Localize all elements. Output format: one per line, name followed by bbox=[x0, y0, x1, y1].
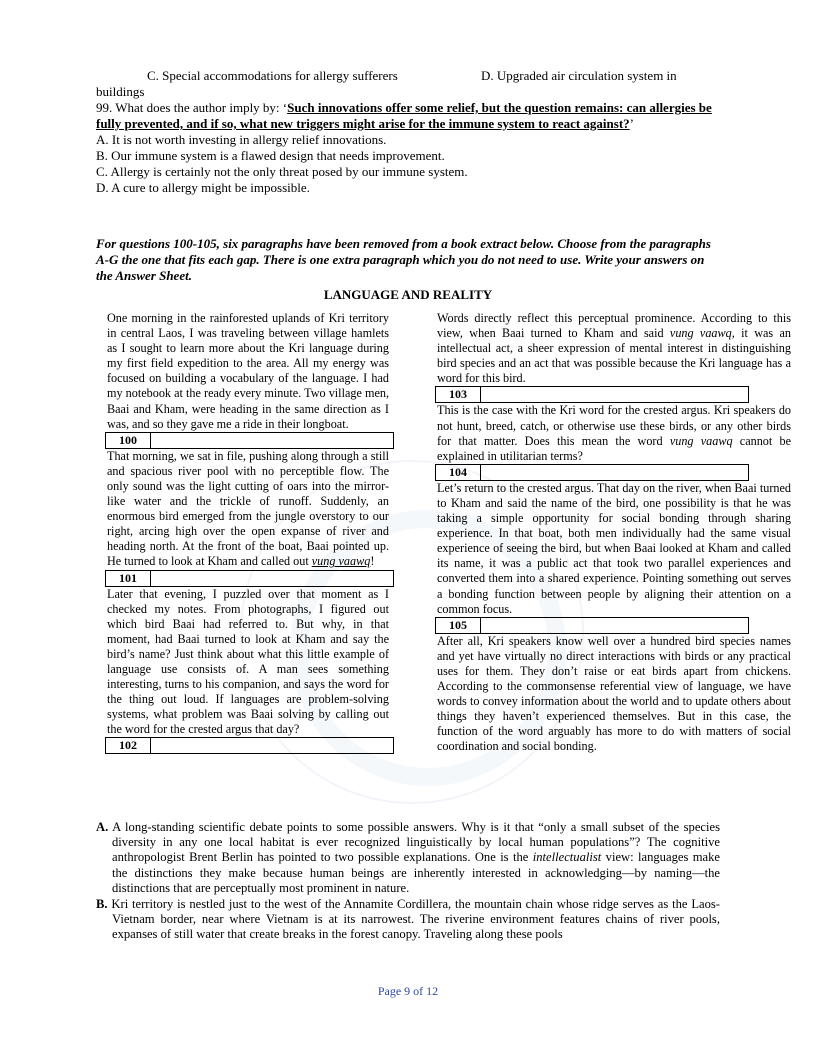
right-paragraph-4: After all, Kri speakers know well over a hundred bird species names and yet have virtually no direct interactions with birds or any practical uses for them. They don’t raise or eat birds apart from chickens. According to the commonsense referential view of language, we have words to convey information about the world and to update others about things they haven’t experienced themselves. But in this case, the function of the word arguably has more to do with matters of social coordination and social bonding. bbox=[437, 633, 791, 754]
passage-right-column bbox=[437, 311, 791, 754]
section-instructions: For questions 100-105, six paragraphs have been removed from a book extract below. Choose from the paragraphs A-G the one that fits each gap. There is one extra paragraph which you do not need to use. Write your answers on the Answer Sheet. bbox=[96, 236, 711, 283]
gap-number: 102 bbox=[106, 738, 151, 753]
gap-number: 104 bbox=[436, 465, 481, 480]
question-99-option-d: D. A cure to allergy might be impossible. bbox=[96, 180, 310, 195]
left-paragraph-3: Later that evening, I puzzled over that moment as I checked my notes. From photographs, I figured out which bird Baai had referred to. But why, in that moment, had Baai turned to look at Kham and say the bird’s name? Just think about what this little example of language use consists of. A man sees something interesting, turns to his companion, and says the word for the thing out loud. If languages are problem-solving systems, what problem was Baai solving by calling out the word for the crested argus that day? bbox=[107, 586, 389, 737]
gap-103[interactable] bbox=[435, 386, 749, 403]
prev-option-d: D. Upgraded air circulation system in bbox=[481, 68, 677, 83]
gap-100[interactable] bbox=[105, 432, 394, 449]
prev-option-c: C. Special accommodations for allergy sufferers bbox=[147, 68, 398, 83]
gap-number: 103 bbox=[436, 387, 481, 402]
gap-105[interactable] bbox=[435, 617, 749, 634]
option-paragraph-a: A. A long-standing scientific debate points to some possible answers. Why is it that “only a small subset of the species diversity in any one local habitat is ever recognized linguistically by local human populations”? The cognitive anthropologist Brent Berlin has pointed to two possible explanations. One is the intellectualist view: languages make the distinctions they make because human beings are inherently interested in acknowledging—by naming—the distinctions that are perceptually most prominent in nature. bbox=[96, 820, 720, 895]
prev-option-d-continued: buildings bbox=[96, 84, 145, 99]
gap-number: 105 bbox=[436, 618, 481, 633]
passage-title: LANGUAGE AND REALITY bbox=[323, 287, 493, 302]
left-paragraph-1: One morning in the rainforested uplands of Kri territory in central Laos, I was traveling between village hamlets as I sought to learn more about the Kri language during my first field expedition to the area. All my energy was focused on building a vocabulary of the language. I had my notebook at the ready every minute. Two village men, Baai and Kham, were heading in the same direction as I was, and so they gave me a ride in their longboat. bbox=[107, 311, 389, 431]
right-paragraph-3: Let’s return to the crested argus. That day on the river, when Baai turned to Kham and said the name of the bird, one possibility is that he was taking a simple opportunity for social bonding through sharing experience. In that boat, both men individually had the same visual experience of seeing the bird, but when Baai looked at Kham and called its name, it was a public act that took two parallel experiences and converted them into a shared experience. Pointing something out serves a bonding function between people by aligning their attention on a common focus. bbox=[437, 480, 791, 616]
question-99-stem: 99. What does the author imply by: ‘Such innovations offer some relief, but the question remains: can allergies be fully prevented, and if so, what new triggers might arise for the immune system to react against?’ bbox=[96, 100, 712, 131]
gap-number: 100 bbox=[106, 433, 151, 448]
option-paragraph-b: B. Kri territory is nestled just to the west of the Annamite Cordillera, the mountain chain whose ridge serves as the Laos-Vietnam border, near where Vietnam is at its narrowest. The riverine environment features chains of river pools, expanses of still water that create breaks in the forest canopy. Traveling along these pools bbox=[96, 897, 720, 942]
question-99-option-c: C. Allergy is certainly not the only threat posed by our immune system. bbox=[96, 164, 468, 179]
left-paragraph-2: That morning, we sat in file, pushing along through a still and spacious river pool with no perceptible flow. The only sound was the light cutting of oars into the mirror-like water and the trickle of runoff. Suddenly, an enormous bird emerged from the jungle overstory to our right, arcing high over the open expanse of river and heading north. At the front of the boat, Baai pointed up. He turned to look at Kham and called out vung vaawq! bbox=[107, 448, 389, 569]
gap-number: 101 bbox=[106, 571, 151, 586]
gap-102[interactable] bbox=[105, 737, 394, 754]
question-99-option-b: B. Our immune system is a flawed design that needs improvement. bbox=[96, 148, 445, 163]
gap-104[interactable] bbox=[435, 464, 749, 481]
question-99-option-a: A. It is not worth investing in allergy relief innovations. bbox=[96, 132, 387, 147]
right-paragraph-1: Words directly reflect this perceptual prominence. According to this view, when Baai turned to Kham and said vung vaawq, it was an intellectual act, a sheer expression of mental interest in distinguishing bird species and an act that was possible because the Kri language has a word for this bird. bbox=[437, 311, 791, 386]
page-number: Page 9 of 12 bbox=[377, 984, 439, 998]
question-99-quote: Such innovations offer some relief, but the question remains: can allergies be fully prevented, and if so, what new triggers might arise for the immune system to react against? bbox=[96, 100, 712, 131]
passage-left-column bbox=[107, 311, 389, 754]
right-paragraph-2: This is the case with the Kri word for the crested argus. Kri speakers do not hunt, breed, catch, or otherwise use these birds, or any other birds for that matter. Does this mean the word vung vaawq cannot be explained in utilitarian terms? bbox=[437, 403, 792, 463]
gap-101[interactable] bbox=[105, 570, 394, 587]
paragraph-options bbox=[96, 820, 720, 944]
question-99 bbox=[96, 100, 720, 196]
